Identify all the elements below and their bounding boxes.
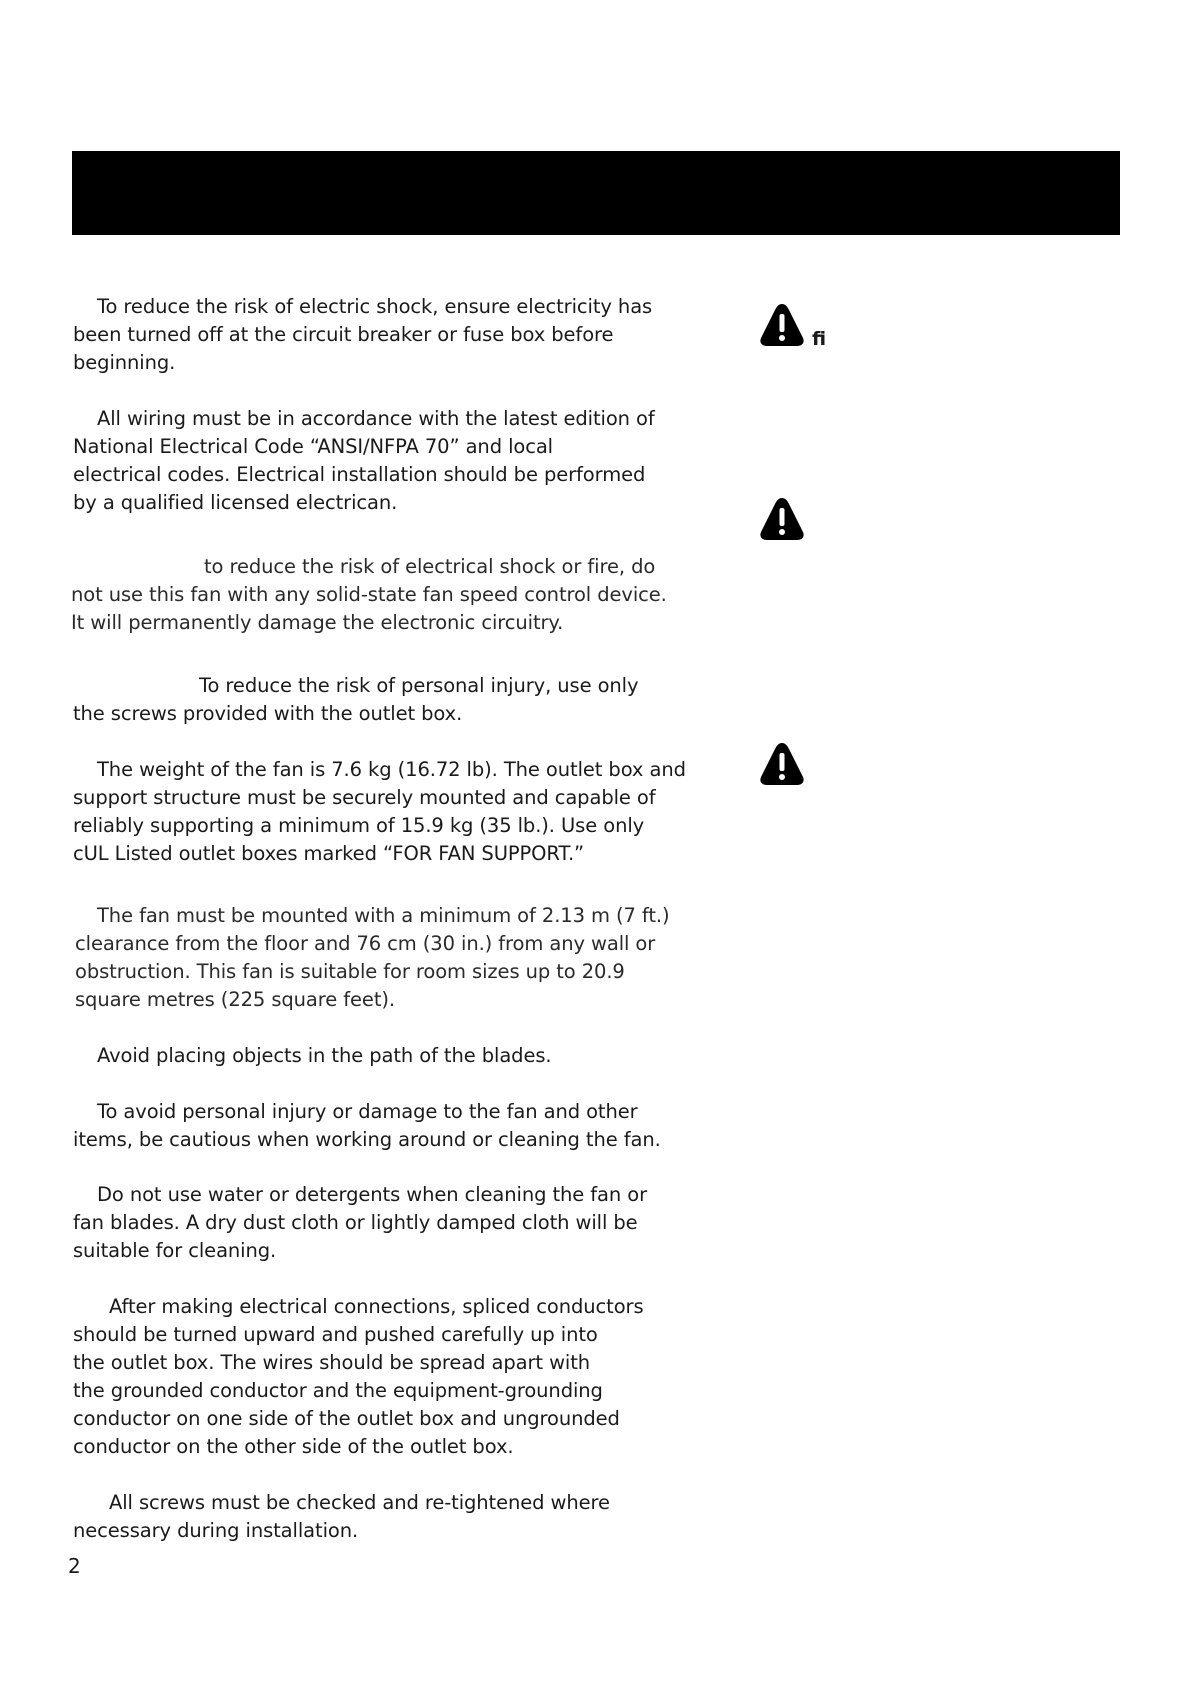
text-line: electrical codes. Electrical installation should be performed — [73, 463, 646, 486]
safety-paragraph-1 — [73, 293, 693, 377]
text-line: The fan must be mounted with a minimum of 2.13 m (7 ft.) — [97, 904, 670, 927]
text-line: the screws provided with the outlet box. — [73, 702, 463, 725]
safety-paragraph-8 — [73, 1098, 693, 1154]
text-line: should be turned upward and pushed carefully up into — [73, 1323, 598, 1346]
safety-paragraph-4 — [73, 672, 693, 728]
text-line: Avoid placing objects in the path of the blades. — [97, 1044, 552, 1067]
safety-paragraph-5 — [73, 756, 693, 868]
text-line: To reduce the risk of personal injury, use only — [199, 674, 639, 697]
safety-paragraph-3 — [71, 553, 691, 637]
page-number: 2 — [68, 1554, 81, 1578]
text-line: been turned off at the circuit breaker or fuse box before — [73, 323, 614, 346]
text-line: clearance from the floor and 76 cm (30 in.) from any wall or — [75, 932, 656, 955]
text-line: square metres (225 square feet). — [75, 988, 395, 1011]
text-line: To reduce the risk of electric shock, ensure electricity has — [97, 295, 653, 318]
ligature-glyph: ﬁ — [812, 328, 827, 350]
text-line: fan blades. A dry dust cloth or lightly damped cloth will be — [73, 1211, 638, 1234]
text-line: To avoid personal injury or damage to the fan and other — [97, 1100, 638, 1123]
safety-paragraph-9 — [73, 1181, 693, 1265]
text-line: cUL Listed outlet boxes marked “FOR FAN SUPPORT.” — [73, 842, 585, 865]
safety-paragraph-7 — [73, 1042, 693, 1070]
text-line: The weight of the fan is 7.6 kg (16.72 lb). The outlet box and — [97, 758, 686, 781]
text-line: the outlet box. The wires should be spread apart with — [73, 1351, 591, 1374]
text-line: National Electrical Code “ANSI/NFPA 70” and local — [73, 435, 554, 458]
header-bar — [72, 151, 1120, 235]
text-line: items, be cautious when working around or cleaning the fan. — [73, 1128, 661, 1151]
text-line: obstruction. This fan is suitable for room sizes up to 20.9 — [75, 960, 625, 983]
text-line: All screws must be checked and re-tightened where — [109, 1491, 610, 1514]
text-line: All wiring must be in accordance with the latest edition of — [97, 407, 655, 430]
text-line: not use this fan with any solid-state fan speed control device. — [71, 583, 667, 606]
safety-paragraph-6 — [75, 902, 695, 1014]
warning-exclamation-icon — [759, 741, 805, 787]
text-line: reliably supporting a minimum of 15.9 kg (35 lb.). Use only — [73, 814, 645, 837]
text-line: beginning. — [73, 351, 176, 374]
text-line: suitable for cleaning. — [73, 1239, 277, 1262]
text-line: It will permanently damage the electronic circuitry. — [71, 611, 564, 634]
text-line: by a qualified licensed electrican. — [73, 491, 398, 514]
text-line: conductor on the other side of the outlet box. — [73, 1435, 514, 1458]
safety-paragraph-10 — [73, 1293, 693, 1461]
text-line: necessary during installation. — [73, 1519, 359, 1542]
text-line: the grounded conductor and the equipment-grounding — [73, 1379, 603, 1402]
safety-paragraph-2 — [73, 405, 693, 517]
warning-exclamation-icon — [759, 496, 805, 542]
text-line: After making electrical connections, spliced conductors — [109, 1295, 644, 1318]
text-line: to reduce the risk of electrical shock or fire, do — [204, 555, 656, 578]
text-line: support structure must be securely mounted and capable of — [73, 786, 656, 809]
text-line: Do not use water or detergents when cleaning the fan or — [97, 1183, 648, 1206]
text-line: conductor on one side of the outlet box and ungrounded — [73, 1407, 620, 1430]
warning-exclamation-icon — [759, 302, 805, 348]
safety-paragraph-11 — [73, 1489, 693, 1545]
